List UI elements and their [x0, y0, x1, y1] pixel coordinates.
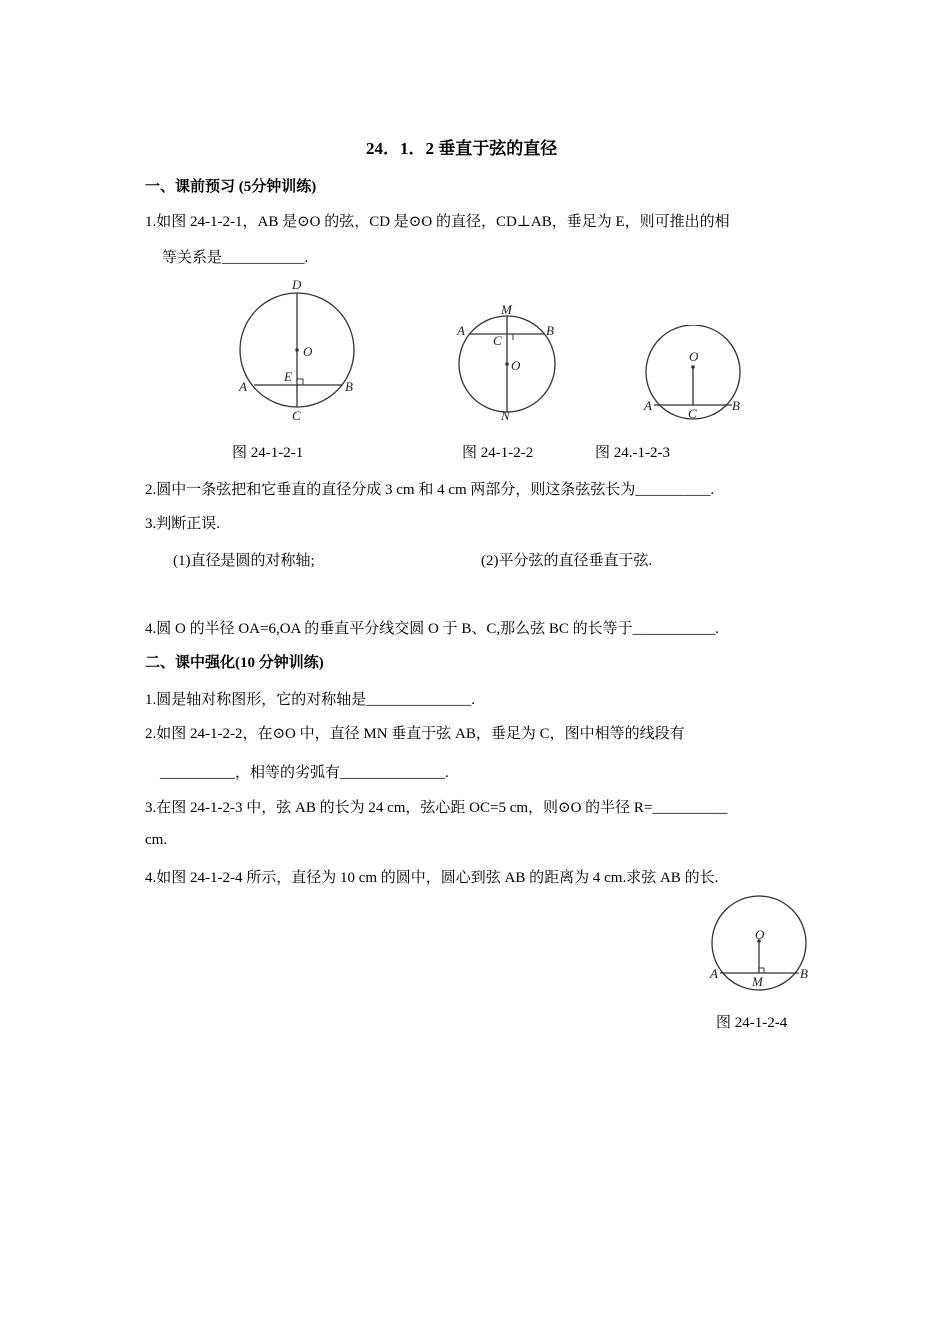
question-3-part-2: (2)平分弦的直径垂直于弦. [481, 553, 653, 569]
label-b: B [800, 966, 808, 981]
practice-question-4: 4.如图 24-1-2-4 所示，直径为 10 cm 的圆中，圆心到弦 AB 的距离为 4 cm.求弦 AB 的长. [145, 870, 719, 886]
label-b: B [732, 398, 740, 413]
label-a: A [457, 323, 465, 338]
figure-caption-3: 图 24.-1-2-3 [595, 445, 670, 461]
label-a: A [239, 379, 247, 394]
figure-24-1-2-1 [228, 272, 368, 432]
question-1-line-1: 1.如图 24-1-2-1，AB 是⊙O 的弦，CD 是⊙O 的直径，CD⊥AB，垂足为 E，则可推出的相 [145, 214, 730, 230]
section-heading-preview: 一、课前预习 (5分钟训练) [145, 179, 317, 195]
label-c: C [688, 406, 697, 421]
label-m: M [752, 974, 763, 989]
question-2: 2.圆中一条弦把和它垂直的直径分成 3 cm 和 4 cm 两部分，则这条弦弦长为__________. [145, 482, 715, 498]
label-n: N [501, 408, 510, 423]
question-4: 4.圆 O 的半径 OA=6,OA 的垂直平分线交圆 O 于 B、C,那么弦 BC 的长等于___________. [145, 621, 719, 637]
label-o: O [511, 358, 521, 373]
label-m: M [501, 302, 512, 317]
practice-question-3-line-1: 3.在图 24-1-2-3 中，弦 AB 的长为 24 cm，弦心距 OC=5 cm，则⊙O 的半径 R=__________ [145, 800, 728, 816]
label-o: O [755, 927, 765, 942]
page-title: 24．1．2 垂直于弦的直径 [366, 139, 558, 158]
figure-24-1-2-3 [638, 325, 748, 425]
label-o: O [689, 349, 699, 364]
figure-caption-4: 图 24-1-2-4 [716, 1015, 788, 1031]
figure-caption-2: 图 24-1-2-2 [462, 445, 534, 461]
section-heading-practice: 二、课中强化(10 分钟训练) [145, 655, 324, 671]
label-c: C [493, 333, 502, 348]
figure-24-1-2-2 [448, 298, 568, 428]
figure-caption-1: 图 24-1-2-1 [232, 445, 304, 461]
label-d: D [292, 277, 302, 292]
label-o: O [303, 344, 313, 359]
label-a: A [710, 966, 718, 981]
question-3-part-1: (1)直径是圆的对称轴; [173, 553, 315, 569]
practice-question-2-line-1: 2.如图 24-1-2-2，在⊙O 中，直径 MN 垂直于弦 AB，垂足为 C，图中相等的线段有 [145, 726, 685, 742]
label-a: A [644, 398, 652, 413]
practice-question-2-line-2: __________，相等的劣弧有______________. [160, 765, 449, 781]
label-e: E [284, 369, 292, 384]
practice-question-1: 1.圆是轴对称图形，它的对称轴是______________. [145, 692, 476, 708]
practice-question-3-line-2: cm. [145, 832, 168, 848]
question-1-line-2: 等关系是___________. [162, 250, 309, 266]
label-c: C [292, 408, 301, 423]
label-b: B [345, 379, 353, 394]
label-b: B [546, 323, 554, 338]
figure-24-1-2-4 [704, 895, 816, 995]
question-3: 3.判断正误. [145, 516, 221, 532]
